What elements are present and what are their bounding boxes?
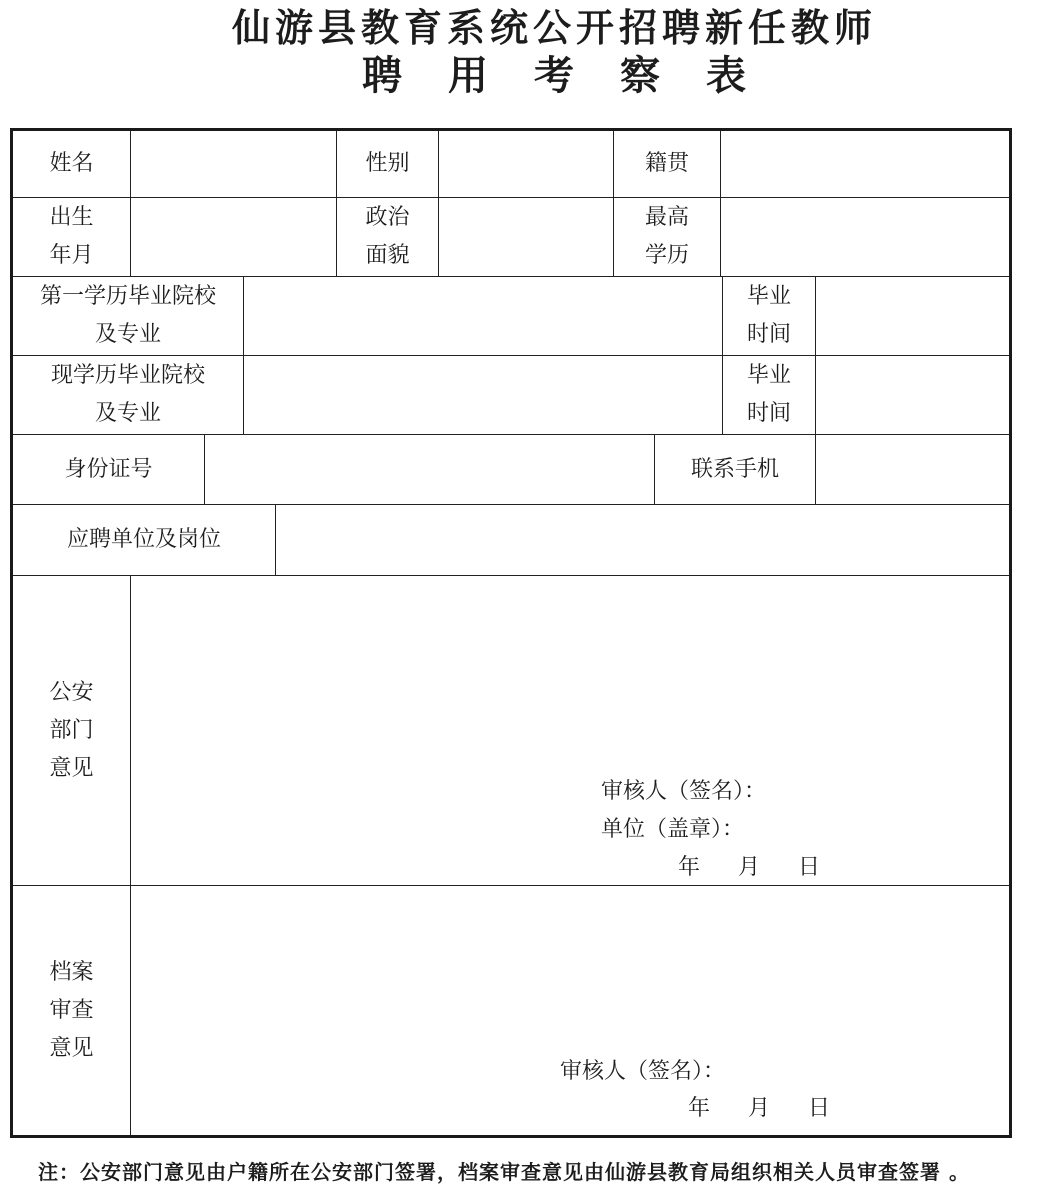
first-degree-school-field: [243, 277, 722, 355]
date-day: 日: [808, 1096, 831, 1121]
name-field: [130, 131, 336, 197]
origin-field: [720, 131, 1009, 197]
first-degree-grad-time-label-line: 毕业: [746, 284, 791, 309]
current-degree-school-label-line: 现学历毕业院校: [50, 363, 205, 388]
police-reviewer-signature: 审核人（签名）：: [601, 779, 767, 804]
police-review-area: [130, 576, 1009, 885]
mobile-label: [654, 435, 815, 504]
gender-label-text: 性别: [365, 151, 410, 176]
police-review-label: [13, 576, 130, 885]
political-status-label: [336, 198, 438, 276]
gender-label: [336, 131, 438, 197]
highest-education-label-line: 最高: [644, 205, 689, 230]
police-review-label-line: 公安: [49, 679, 94, 705]
first-degree-grad-time-label: [722, 277, 815, 355]
birth-date-label-line: 年月: [49, 243, 94, 268]
police-unit-seal: 单位（盖章）：: [601, 817, 745, 842]
applied-position-label-text: 应聘单位及岗位: [66, 527, 221, 552]
political-status-field: [438, 198, 613, 276]
form-title: 仙游县教育系统公开招聘新任教师: [232, 5, 878, 50]
birth-date-label-line: 出生: [49, 205, 94, 230]
first-degree-school-label: [13, 277, 243, 355]
archive-review-label: [13, 886, 130, 1135]
highest-education-label-line: 学历: [644, 243, 689, 268]
footnote: 注：公安部门意见由户籍所在公安部门签署，档案审查意见由仙游县教育局组织相关人员审查签署 。: [38, 1160, 970, 1184]
row-current-degree: [13, 355, 1009, 434]
row-archive-review: [13, 885, 1009, 1135]
first-degree-school-label-line: 及专业: [94, 322, 161, 347]
current-degree-school-label-line: 及专业: [94, 401, 161, 426]
current-degree-school-label: [13, 356, 243, 434]
name-label-text: 姓名: [49, 151, 94, 176]
form-subtitle: 聘用考察表: [362, 52, 792, 99]
archive-reviewer-signature: 审核人（签名）：: [560, 1059, 726, 1084]
mobile-label-text: 联系手机: [690, 456, 779, 482]
archive-review-area: [130, 886, 1009, 1135]
row-applied-position: [13, 504, 1009, 575]
current-degree-grad-time-label-line: 毕业: [746, 363, 791, 388]
first-degree-school-label-line: 第一学历毕业院校: [39, 284, 216, 309]
political-status-label-line: 政治: [365, 205, 410, 230]
first-degree-grad-time-label-line: 时间: [746, 322, 791, 347]
current-degree-grad-time-label: [722, 356, 815, 434]
archive-review-label-line: 档案: [49, 959, 94, 985]
id-number-label-text: 身份证号: [64, 456, 153, 482]
highest-education-label: [613, 198, 720, 276]
archive-review-label-line: 审查: [49, 997, 94, 1023]
origin-label-text: 籍贯: [644, 151, 689, 176]
row-personal-info: [13, 197, 1009, 276]
police-review-label-line: 意见: [49, 755, 94, 781]
mobile-field: [815, 435, 1009, 504]
gender-field: [438, 131, 613, 197]
birth-date-label: [13, 198, 130, 276]
name-label: [13, 131, 130, 197]
date-day: 日: [798, 855, 821, 880]
id-number-field: [204, 435, 654, 504]
highest-education-field: [720, 198, 1009, 276]
date-year: 年: [688, 1096, 711, 1121]
political-status-label-line: 面貌: [365, 243, 410, 268]
archive-review-date: [688, 1090, 830, 1128]
archive-review-label-line: 意见: [49, 1035, 94, 1061]
police-review-label-line: 部门: [49, 717, 94, 743]
applied-position-field: [275, 505, 1009, 575]
date-month: 月: [748, 1096, 771, 1121]
row-contact: [13, 434, 1009, 504]
row-basic-info: [13, 131, 1009, 197]
current-degree-grad-time-field: [815, 356, 1009, 434]
origin-label: [613, 131, 720, 197]
applied-position-label: [13, 505, 275, 575]
current-degree-grad-time-label-line: 时间: [746, 401, 791, 426]
date-month: 月: [738, 855, 761, 880]
date-year: 年: [678, 855, 701, 880]
birth-date-field: [130, 198, 336, 276]
police-review-date: [678, 849, 820, 887]
first-degree-grad-time-field: [815, 277, 1009, 355]
row-first-degree: [13, 276, 1009, 355]
id-number-label: [13, 435, 204, 504]
recruitment-review-table: [10, 128, 1012, 1138]
row-police-review: [13, 575, 1009, 885]
current-degree-school-field: [243, 356, 722, 434]
